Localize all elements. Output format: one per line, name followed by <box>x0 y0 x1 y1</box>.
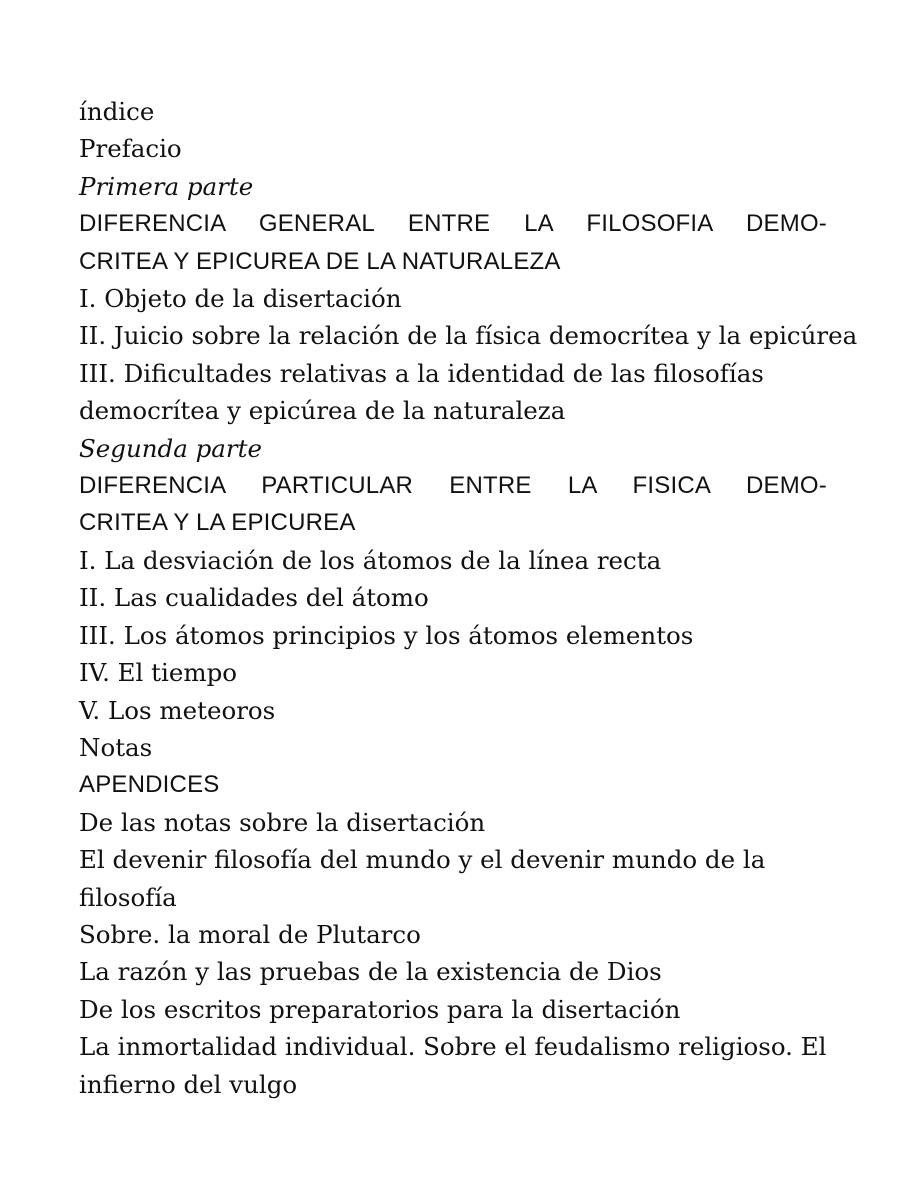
toc-heading: índice <box>79 97 155 126</box>
toc-entry: De las notas sobre la disertación <box>79 807 486 837</box>
toc-entry: El devenir filosofía del mundo y el devenir mundo de la <box>79 845 766 875</box>
table-of-contents <box>79 93 858 1103</box>
part-two-label: Segunda parte <box>79 433 262 463</box>
toc-entry: La razón y las pruebas de la existencia de Dios <box>79 957 662 987</box>
toc-entry: III. Dificultades relativas a la identidad de las filosofías <box>79 358 764 388</box>
appendices-heading: APENDICES <box>79 771 220 799</box>
toc-entry: De los escritos preparatorios para la disertación <box>79 994 681 1024</box>
toc-entry: II. Las cualidades del átomo <box>79 583 429 613</box>
part-one-label: Primera parte <box>79 171 254 201</box>
toc-entry: I. La desviación de los átomos de la línea recta <box>79 545 662 575</box>
toc-entry-notas: Notas <box>79 732 153 762</box>
part-one-title-line-1: DIFERENCIA GENERAL ENTRE LA FILOSOFIA DEMO- <box>79 210 827 238</box>
toc-entry-continuation: filosofía <box>79 882 177 912</box>
part-one-title-line-2: CRITEA Y EPICUREA DE LA NATURALEZA <box>79 247 561 275</box>
toc-entry: V. Los meteoros <box>79 695 276 725</box>
part-two-title-line-2: CRITEA Y LA EPICUREA <box>79 509 356 537</box>
toc-entry-prefacio: Prefacio <box>79 134 182 164</box>
toc-entry: Sobre. la moral de Plutarco <box>79 919 421 949</box>
toc-entry: II. Juicio sobre la relación de la física democrítea y la epicúrea <box>79 321 858 351</box>
toc-entry: III. Los átomos principios y los átomos elementos <box>79 620 694 650</box>
part-two-title-line-1: DIFERENCIA PARTICULAR ENTRE LA FISICA DEMO- <box>79 472 827 500</box>
toc-entry: IV. El tiempo <box>79 658 238 688</box>
toc-entry: I. Objeto de la disertación <box>79 284 402 314</box>
toc-entry-continuation: infierno del vulgo <box>79 1069 298 1099</box>
toc-entry: La inmortalidad individual. Sobre el feudalismo religioso. El <box>79 1032 827 1062</box>
toc-entry-continuation: democrítea y epicúrea de la naturaleza <box>79 396 566 426</box>
